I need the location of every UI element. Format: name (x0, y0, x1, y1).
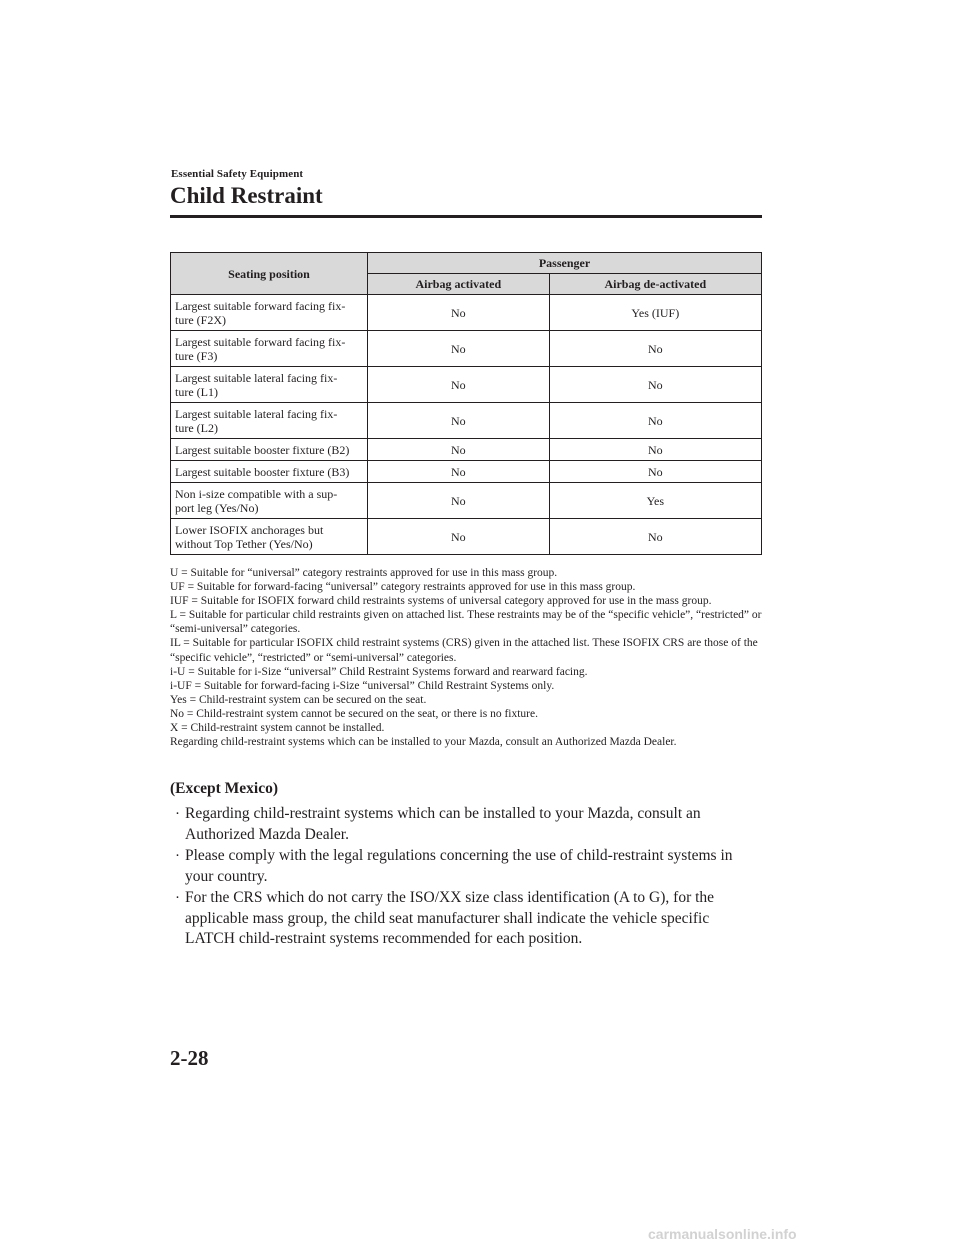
list-item-text: Please comply with the legal regulations concerning the use of child-restraint systems in your country. (185, 847, 733, 885)
bullet-icon: · (175, 890, 180, 906)
except-mexico-heading: (Except Mexico) (170, 780, 279, 797)
list-item (170, 804, 762, 845)
child-restraint-table (170, 252, 762, 555)
legend-line: Regarding child-restraint systems which can be installed to your Mazda, consult an Authorized Mazda Dealer. (170, 736, 677, 749)
list-item (170, 846, 762, 887)
airbag-activated-cell: No (368, 367, 550, 403)
table-legend (170, 566, 762, 749)
seating-position-cell: Largest suitable forward facing fix- ture (F3) (171, 331, 368, 367)
list-item-text: Regarding child-restraint systems which can be installed to your Mazda, consult an Authorized Mazda Dealer. (185, 805, 701, 843)
airbag-deactivated-cell: Yes (IUF) (549, 295, 761, 331)
legend-line: L = Suitable for particular child restraints given on attached list. These restraints may be of the “specific vehicle”, “restricted” or “semi-universal” categories. (170, 609, 762, 636)
airbag-activated-cell: No (368, 439, 550, 461)
seating-position-cell: Largest suitable booster fixture (B2) (171, 439, 368, 461)
bullet-list (170, 804, 762, 951)
airbag-activated-cell: No (368, 461, 550, 483)
airbag-activated-cell: No (368, 403, 550, 439)
watermark: carmanualsonline.info (648, 1226, 797, 1242)
airbag-deactivated-cell: No (549, 403, 761, 439)
passenger-header: Passenger (368, 253, 762, 274)
legend-line: i-UF = Suitable for forward-facing i-Size “universal” Child Restraint Systems only. (170, 679, 555, 692)
list-item (170, 888, 762, 950)
bullet-icon: · (175, 806, 180, 822)
airbag-deactivated-cell: No (549, 461, 761, 483)
table-row (171, 439, 762, 461)
table-row (171, 461, 762, 483)
seating-position-cell: Largest suitable lateral facing fix- ture (L1) (171, 367, 368, 403)
legend-line: IUF = Suitable for ISOFIX forward child restraints systems of universal category approved for use in the mass group. (170, 595, 712, 608)
table-row (171, 295, 762, 331)
list-item-text: For the CRS which do not carry the ISO/XX size class identification (A to G), for the applicable mass group, the child seat manufacturer shall indicate the vehicle specific LATCH child-restraint systems recommended for each position. (185, 889, 715, 947)
table-row (171, 519, 762, 555)
table-row (171, 331, 762, 367)
seating-position-header: Seating position (171, 253, 368, 295)
seating-position-cell: Lower ISOFIX anchorages but without Top Tether (Yes/No) (171, 519, 368, 555)
legend-line: X = Child-restraint system cannot be installed. (170, 722, 385, 735)
legend-line: IL = Suitable for particular ISOFIX child restraint systems (CRS) given in the attached list. These ISOFIX CRS are those of the “specific vehicle”, “restricted” or “semi-universal” categories. (170, 637, 758, 664)
airbag-deactivated-cell: No (549, 519, 761, 555)
bullet-icon: · (175, 848, 180, 864)
airbag-activated-header: Airbag activated (368, 274, 550, 295)
airbag-activated-cell: No (368, 295, 550, 331)
seating-position-cell: Largest suitable forward facing fix- ture (F2X) (171, 295, 368, 331)
table-row (171, 483, 762, 519)
airbag-deactivated-header: Airbag de-activated (549, 274, 761, 295)
page-title: Child Restraint (170, 183, 323, 208)
title-rule (170, 215, 762, 218)
legend-line: Yes = Child-restraint system can be secured on the seat. (170, 693, 427, 706)
legend-line: i-U = Suitable for i-Size “universal” Child Restraint Systems forward and rearward facing. (170, 665, 588, 678)
airbag-deactivated-cell: No (549, 331, 761, 367)
airbag-deactivated-cell: No (549, 439, 761, 461)
table-row (171, 367, 762, 403)
seating-position-cell: Largest suitable lateral facing fix- ture (L2) (171, 403, 368, 439)
airbag-activated-cell: No (368, 483, 550, 519)
table-row (171, 403, 762, 439)
seating-position-cell: Largest suitable booster fixture (B3) (171, 461, 368, 483)
legend-line: No = Child-restraint system cannot be secured on the seat, or there is no fixture. (170, 707, 538, 720)
page-number: 2-28 (170, 1046, 209, 1070)
legend-line: UF = Suitable for forward-facing “universal” category restraints approved for use in this mass group. (170, 581, 636, 594)
airbag-deactivated-cell: Yes (549, 483, 761, 519)
seating-position-cell: Non i-size compatible with a sup- port leg (Yes/No) (171, 483, 368, 519)
section-label: Essential Safety Equipment (171, 168, 304, 180)
legend-line: U = Suitable for “universal” category restraints approved for use in this mass group. (170, 567, 558, 579)
airbag-activated-cell: No (368, 519, 550, 555)
airbag-activated-cell: No (368, 331, 550, 367)
airbag-deactivated-cell: No (549, 367, 761, 403)
